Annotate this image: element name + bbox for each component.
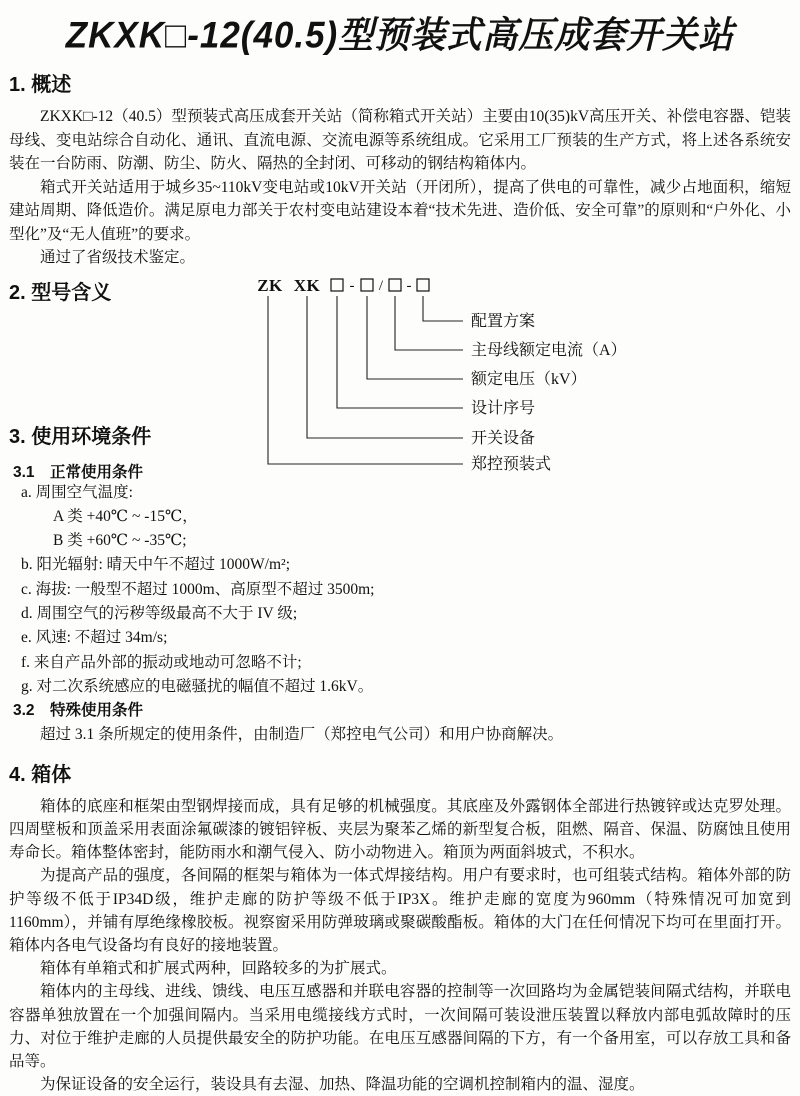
section-3-1-subheading: 3.1 正常使用条件 [13,463,144,481]
box-paragraph-1: 箱体的底座和框架由型钢焊接而成，具有足够的机械强度。其底座及外露钢体全部进行热镀锌或达克罗处理。四周壁板和顶盖采用表面涂氟碳漆的镀铝锌板、夹层为聚苯乙烯的新型复合板，阻燃、隔音、保温、防腐蚀且使用寿命长。箱体整体密封，能防雨水和潮气侵入、防小动物进入。箱顶为两面斜坡式，不积水。 [9,797,791,862]
model-label-design-serial: 设计序号 [471,399,536,417]
section-box-body [9,758,791,1096]
connector-line-design-serial [337,296,463,408]
overview-paragraph-2: 箱式开关站适用于城乡35~110kV变电站或10kV开关站（开闭所），提高了供电的可靠性，减少占地面积，缩短建站周期、降低造价。满足原电力部关于农村变电站建设本着“技术先进、造价低、安全可靠”的原则和“户外化、小型化”及“无人值班”的要求。 [9,178,791,243]
connector-line-busbar-current [395,296,463,350]
model-box-4 [417,279,429,291]
condition-item-a2: B 类 +60℃ ~ -35℃; [53,532,187,550]
model-code-diagram [230,274,790,476]
condition-item-b: b. 阳光辐射: 晴天中午不超过 1000W/m²; [21,556,291,574]
section-model-meaning [9,274,791,481]
section-2-heading: 2. 型号含义 [9,281,112,304]
model-box-2 [361,279,373,291]
usage-conditions-list [9,481,791,748]
model-box-3 [389,279,401,291]
connector-line-switchgear [307,296,463,438]
model-separator-slash: / [378,277,384,294]
section-4-heading: 4. 箱体 [9,763,72,786]
model-label-config: 配置方案 [471,312,536,330]
section-3-2-text: 超过 3.1 条所规定的使用条件，由制造厂（郑控电气公司）和用户协商解决。 [40,726,564,744]
box-paragraph-4: 箱体内的主母线、进线、馈线、电压互感器和并联电容器的控制等一次回路均为金属铠装间隔式结构，并联电容器单独放置在一个加强间隔内。当采用电缆接线方式时，一次间隔可装设泄压装置以释放内部电弧故障时的压力、对位于维护走廊的人员提供最安全的防护功能。在电压互感器间隔的下方，有一个备用室，可以存放工具和备品等。 [9,983,791,1070]
overview-paragraph-3: 通过了省级技术鉴定。 [40,249,196,266]
model-part-zk: ZK [257,275,283,295]
condition-item-a1: A 类 +40℃ ~ -15℃， [53,507,198,525]
condition-item-f: f. 来自产品外部的振动或地动可忽略不计; [21,653,302,671]
model-label-prefab: 郑控预装式 [471,455,552,473]
section-3-heading: 3. 使用环境条件 [9,425,152,448]
overview-paragraph-1: ZKXK□-12（40.5）型预装式高压成套开关站（简称箱式开关站）主要由10(35)kV高压开关、补偿电容器、铠装母线、变电站综合自动化、通讯、直流电源、交流电源等系统组成。它采用工厂预装的生产方式，将上述各系统安装在一台防雨、防潮、防尘、防火、隔热的全封闭、可移动的钢结构箱体内。 [9,108,791,172]
box-paragraph-5: 为保证设备的安全运行，装设具有去湿、加热、降温功能的空调机控制箱内的温、湿度。 [40,1076,645,1094]
model-separator-dash-1: - [349,277,355,294]
condition-item-c: c. 海拔: 一般型不超过 1000m、高原型不超过 3500m; [21,580,375,598]
model-label-busbar-current: 主母线额定电流（A） [471,341,627,359]
model-label-switchgear: 开关设备 [471,429,536,447]
box-paragraph-2: 为提高产品的强度，各间隔的框架与箱体为一体式焊接结构。用户有要求时，也可组装式结构。箱体外部的防护等级不低于IP34D级，维护走廊的防护等级不低于IP3X。维护走廊的宽度为960mm（特殊情况可加宽到1160mm），并铺有厚绝缘橡胶板。视察窗采用防弹玻璃或聚碳酸酯板。箱体的大门在任何情况下均可在里面打开。箱体内各电气设备均有良好的接地装置。 [9,867,791,954]
box-paragraph-3: 箱体有单箱式和扩展式两种，回路较多的为扩展式。 [40,960,397,978]
connector-line-config [423,296,463,321]
condition-item-a: a. 周围空气温度: [21,483,133,501]
page-title: ZKXK□-12(40.5)型预装式高压成套开关站 [65,15,735,57]
model-box-1 [331,279,343,291]
section-1-heading: 1. 概述 [9,74,72,96]
condition-item-e: e. 风速: 不超过 34m/s; [21,629,168,647]
model-label-rated-voltage: 额定电压（kV） [471,370,587,388]
connector-line-rated-voltage [367,296,463,379]
section-3-2-subheading: 3.2 特殊使用条件 [13,702,144,720]
model-separator-dash-2: - [406,277,412,294]
condition-item-g: g. 对二次系统感应的电磁骚扰的幅值不超过 1.6kV。 [21,677,374,695]
model-part-xk: XK [293,275,321,295]
condition-item-d: d. 周围空气的污秽等级最高不大于 IV 级; [21,604,298,622]
